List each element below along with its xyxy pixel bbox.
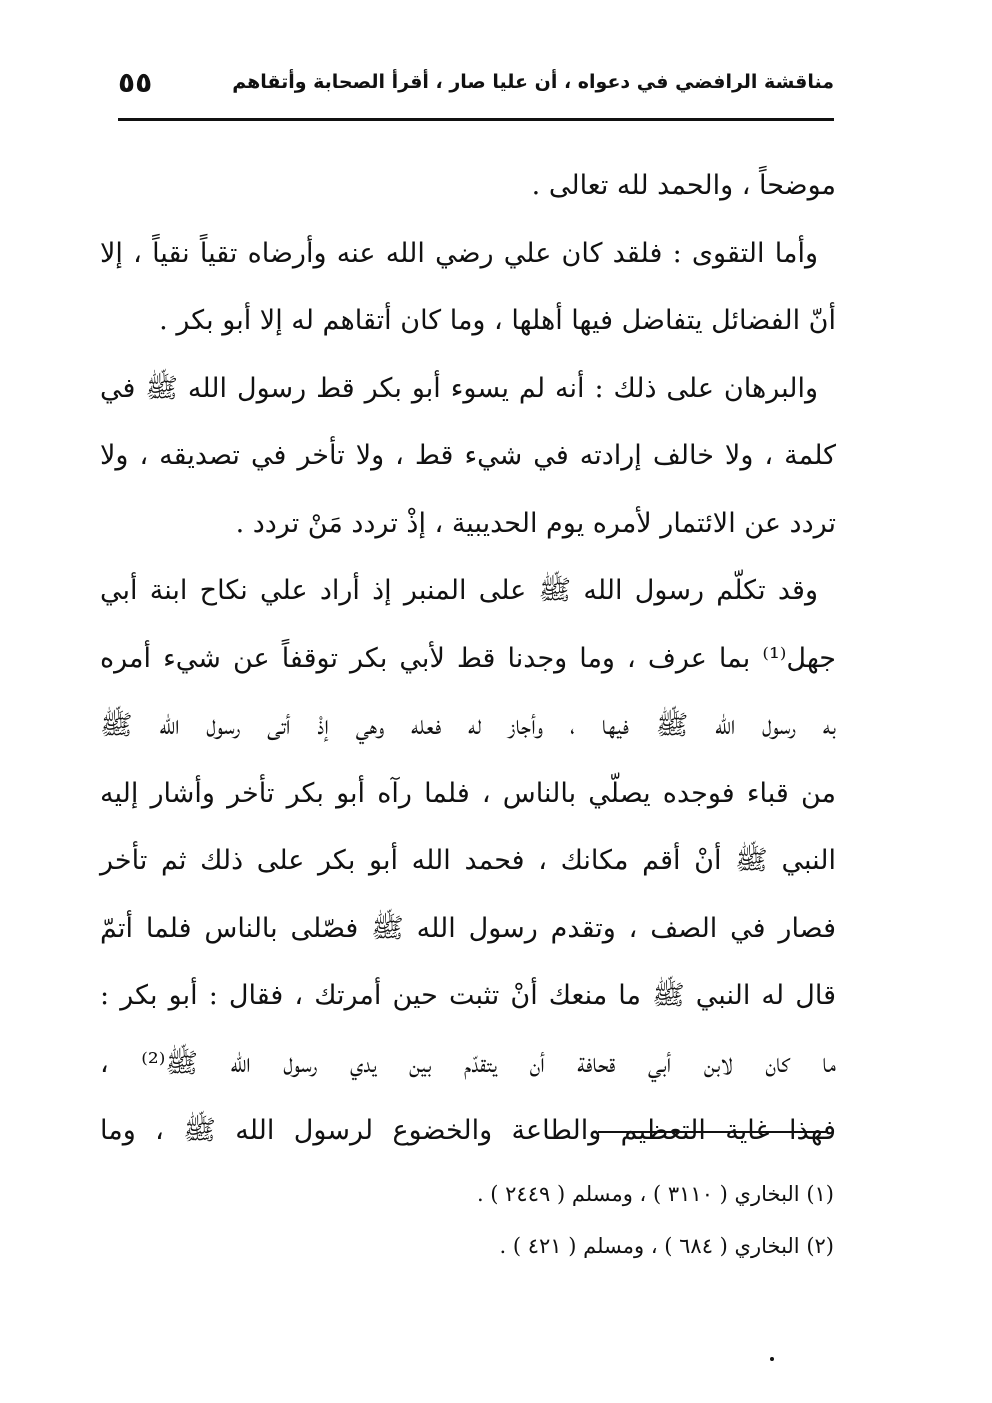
body-line: أنّ الفضائل يتفاضل فيها أهلها ، وما كان أتقاهم له إلا أبو بكر . [159, 305, 836, 336]
body-line: فهذا غاية التعظيم والطاعة والخضوع لرسول الله ﷺ ، وما [100, 1115, 836, 1146]
body-line: النبي ﷺ أنْ أقم مكانك ، فحمد الله أبو بكر على ذلك ثم تأخر [100, 845, 836, 876]
footnote-2: (٢) البخاري ( ٦٨٤ ) ، ومسلم ( ٤٢١ ) . [499, 1234, 834, 1258]
scan-speck [770, 1357, 774, 1361]
body-line: قال له النبي ﷺ ما منعك أنْ تثبت حين أمرتك ، فقال : أبو بكر : [100, 980, 836, 1011]
body-line: به رسول الله ﷺ فيها ، وأجاز له فعله وهي إذْ أتى رسول الله ﷺ [100, 710, 836, 741]
body-line: فصار في الصف ، وتقدم رسول الله ﷺ فصّلى بالناس فلما أتمّ [100, 912, 836, 944]
header-rule [118, 118, 834, 121]
body-text [100, 152, 836, 1165]
body-line: كلمة ، ولا خالف إرادته في شيء قط ، ولا تأخر في تصديقه ، ولا [100, 440, 836, 471]
footnote-1: (١) البخاري ( ٣١١٠ ) ، ومسلم ( ٢٤٤٩ ) . [476, 1182, 834, 1206]
body-line: من قباء فوجده يصلّي بالناس ، فلما رآه أبو بكر تأخر وأشار إليه [100, 777, 836, 809]
running-header [118, 62, 834, 102]
page-number: ٥٥ [118, 65, 153, 99]
body-line: والبرهان على ذلك : أنه لم يسوء أبو بكر قط رسول الله ﷺ في [100, 372, 818, 404]
body-line: وأما التقوى : فلقد كان علي رضي الله عنه وأرضاه تقياً نقياً ، إلا [100, 237, 818, 269]
body-line: تردد عن الائتمار لأمره يوم الحديبية ، إذْ تردد مَنْ تردد . [235, 507, 836, 539]
body-line: ما كان لابن أبي قحافة أن يتقدّم بين يدي رسول الله ﷺ⁽²⁾ ، [100, 1047, 836, 1079]
body-line: وقد تكلّم رسول الله ﷺ على المنبر إذ أراد علي نكاح ابنة أبي [100, 575, 818, 606]
footnote-rule [598, 1131, 826, 1133]
footnotes [300, 1168, 834, 1272]
running-header-title: مناقشة الرافضي في دعواه ، أن عليا صار ، أقرأ الصحابة وأتقاهم [232, 71, 834, 93]
body-line: جهل⁽¹⁾ بما عرف ، وما وجدنا قط لأبي بكر توقفاً عن شيء أمره [100, 642, 836, 674]
body-line: موضحاً ، والحمد لله تعالى . [531, 170, 836, 201]
